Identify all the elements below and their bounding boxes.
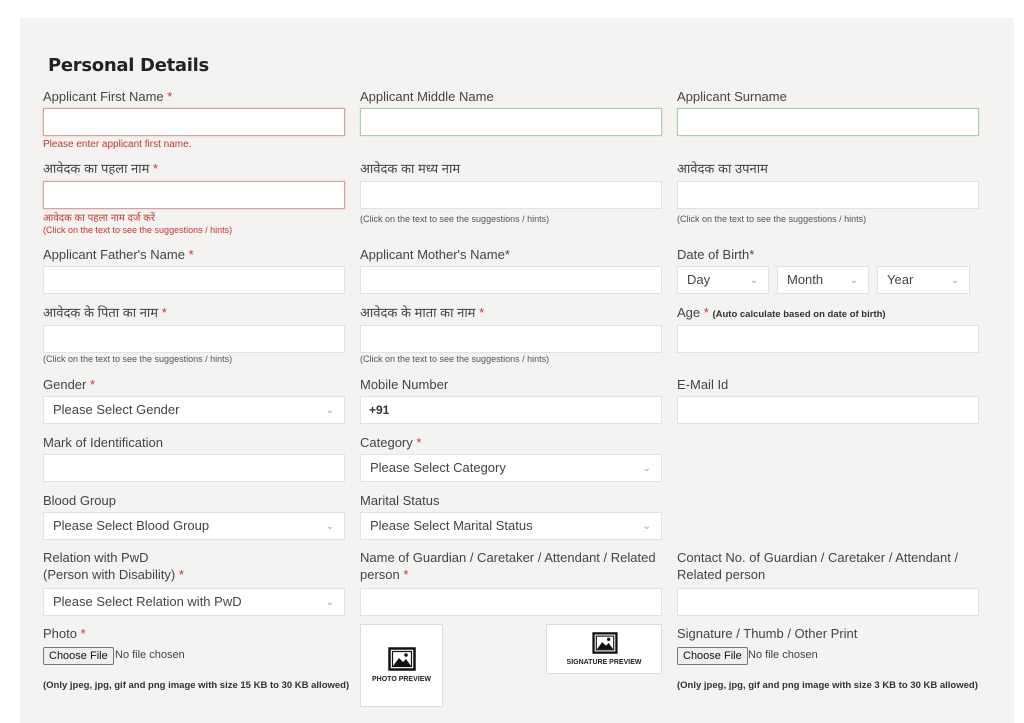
category-value: Please Select Category bbox=[370, 460, 506, 475]
mother-name-label: Applicant Mother's Name* bbox=[360, 247, 510, 262]
first-name-hi-input[interactable] bbox=[43, 181, 345, 209]
guardian-contact-input[interactable] bbox=[677, 588, 979, 616]
dob-year-select[interactable] bbox=[877, 266, 970, 294]
age-input bbox=[677, 325, 979, 353]
chevron-down-icon: ⌄ bbox=[950, 275, 959, 286]
chevron-down-icon: ⌄ bbox=[642, 521, 651, 532]
surname-label: Applicant Surname bbox=[677, 89, 787, 104]
relation-select[interactable] bbox=[43, 588, 345, 616]
mother-name-input[interactable] bbox=[360, 266, 662, 294]
photo-preview bbox=[360, 624, 443, 707]
guardian-name-input[interactable] bbox=[360, 588, 662, 616]
surname-hi-hint[interactable]: (Click on the text to see the suggestions / hints) bbox=[677, 214, 867, 224]
father-name-hi-label: आवेदक के पिता का नाम * bbox=[43, 305, 167, 320]
email-input[interactable] bbox=[677, 396, 979, 424]
signature-file-status: No file chosen bbox=[748, 649, 818, 661]
chevron-down-icon: ⌄ bbox=[325, 597, 334, 608]
father-name-hi-input[interactable] bbox=[43, 325, 345, 353]
category-select[interactable] bbox=[360, 454, 662, 482]
signature-preview bbox=[546, 624, 662, 674]
father-name-label: Applicant Father's Name * bbox=[43, 247, 194, 262]
photo-label: Photo * bbox=[43, 626, 86, 641]
first-name-hi-hint[interactable]: (Click on the text to see the suggestions / hints) bbox=[43, 225, 233, 235]
identification-input[interactable] bbox=[43, 454, 345, 482]
father-name-input[interactable] bbox=[43, 266, 345, 294]
dob-day-select[interactable] bbox=[677, 266, 769, 294]
chevron-down-icon: ⌄ bbox=[325, 405, 334, 416]
surname-hi-input[interactable] bbox=[677, 181, 979, 209]
guardian-name-label: Name of Guardian / Caretaker / Attendant / Related person * bbox=[360, 550, 656, 582]
mother-name-hi-input[interactable] bbox=[360, 325, 662, 353]
signature-preview-text: SIGNATURE PREVIEW bbox=[566, 659, 642, 666]
first-name-hi-error: आवेदक का पहला नाम दर्ज करें bbox=[43, 213, 155, 224]
age-label: Age * (Auto calculate based on date of birth) bbox=[677, 305, 886, 320]
photo-choose-file-button[interactable]: Choose File bbox=[43, 647, 114, 665]
middle-name-hi-label: आवेदक का मध्य नाम bbox=[360, 161, 461, 176]
first-name-hi-label: आवेदक का पहला नाम * bbox=[43, 161, 159, 176]
marital-status-select[interactable] bbox=[360, 512, 662, 540]
mobile-input[interactable]: +91 bbox=[360, 396, 662, 424]
section-title: Personal Details bbox=[48, 55, 209, 76]
dob-month-value: Month bbox=[787, 272, 824, 287]
age-note: (Auto calculate based on date of birth) bbox=[712, 309, 886, 320]
surname-input[interactable] bbox=[677, 108, 979, 136]
chevron-down-icon: ⌄ bbox=[749, 275, 758, 286]
gender-value: Please Select Gender bbox=[53, 402, 180, 417]
relation-label: Relation with PwD (Person with Disability) * bbox=[43, 550, 184, 582]
blood-group-value: Please Select Blood Group bbox=[53, 518, 210, 533]
signature-choose-file-button[interactable]: Choose File bbox=[677, 647, 748, 665]
dob-year-value: Year bbox=[887, 272, 914, 287]
dob-month-select[interactable] bbox=[777, 266, 869, 294]
signature-label: Signature / Thumb / Other Print bbox=[677, 626, 858, 641]
gender-label: Gender * bbox=[43, 377, 96, 392]
photo-size-note: (Only jpeg, jpg, gif and png image with size 15 KB to 30 KB allowed) bbox=[43, 680, 350, 691]
middle-name-hi-hint[interactable]: (Click on the text to see the suggestions / hints) bbox=[360, 214, 550, 224]
first-name-input[interactable] bbox=[43, 108, 345, 136]
relation-value: Please Select Relation with PwD bbox=[53, 594, 242, 609]
signature-size-note: (Only jpeg, jpg, gif and png image with size 3 KB to 30 KB allowed) bbox=[677, 680, 978, 691]
first-name-label: Applicant First Name * bbox=[43, 89, 173, 104]
chevron-down-icon: ⌄ bbox=[325, 521, 334, 532]
marital-status-value: Please Select Marital Status bbox=[370, 518, 533, 533]
blood-group-label: Blood Group bbox=[43, 493, 116, 508]
photo-file-status: No file chosen bbox=[115, 649, 185, 661]
identification-label: Mark of Identification bbox=[43, 435, 163, 450]
middle-name-hi-input[interactable] bbox=[360, 181, 662, 209]
father-name-hi-hint[interactable]: (Click on the text to see the suggestions / hints) bbox=[43, 354, 233, 364]
mother-name-hi-label: आवेदक के माता का नाम * bbox=[360, 305, 485, 320]
dob-day-value: Day bbox=[687, 272, 711, 287]
first-name-error: Please enter applicant first name. bbox=[43, 139, 192, 150]
middle-name-input[interactable] bbox=[360, 108, 662, 136]
email-label: E-Mail Id bbox=[677, 377, 729, 392]
marital-status-label: Marital Status bbox=[360, 493, 440, 508]
photo-preview-text: PHOTO PREVIEW bbox=[372, 676, 431, 683]
guardian-contact-label: Contact No. of Guardian / Caretaker / Attendant / Related person bbox=[677, 550, 959, 582]
middle-name-label: Applicant Middle Name bbox=[360, 89, 494, 104]
chevron-down-icon: ⌄ bbox=[642, 463, 651, 474]
dob-label: Date of Birth* bbox=[677, 247, 755, 262]
category-label: Category * bbox=[360, 435, 422, 450]
mother-name-hi-hint[interactable]: (Click on the text to see the suggestions / hints) bbox=[360, 354, 550, 364]
mobile-label: Mobile Number bbox=[360, 377, 449, 392]
surname-hi-label: आवेदक का उपनाम bbox=[677, 161, 768, 176]
chevron-down-icon: ⌄ bbox=[849, 275, 858, 286]
blood-group-select[interactable] bbox=[43, 512, 345, 540]
gender-select[interactable] bbox=[43, 396, 345, 424]
image-icon bbox=[388, 647, 416, 671]
image-icon bbox=[592, 632, 618, 654]
